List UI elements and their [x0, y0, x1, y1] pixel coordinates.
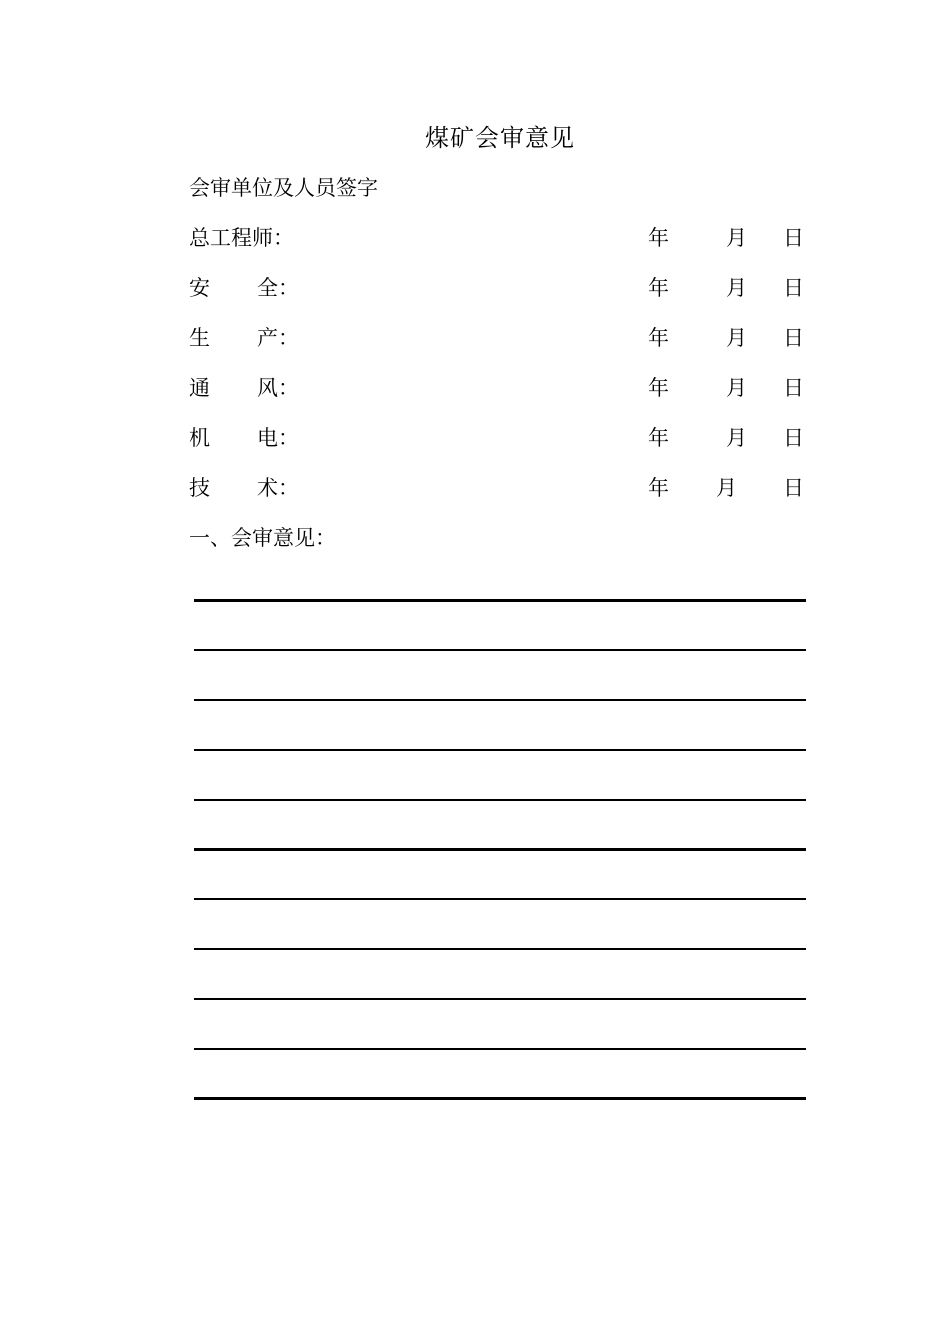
day-label: 日 — [783, 326, 804, 350]
opinion-line[interactable] — [194, 599, 806, 602]
day-label: 日 — [783, 476, 804, 500]
signatory-label-part2: 风： — [257, 376, 299, 400]
opinion-line[interactable] — [194, 1097, 806, 1100]
opinion-line[interactable] — [194, 649, 806, 651]
signatory-label-part2: 术： — [257, 476, 299, 500]
month-label: 月 — [726, 226, 747, 250]
opinion-line[interactable] — [194, 848, 806, 851]
signatory-label-part1: 生 — [189, 326, 210, 350]
opinion-heading: 一、会审意见： — [189, 526, 336, 550]
year-label: 年 — [648, 276, 669, 300]
signatories-heading: 会审单位及人员签字 — [189, 176, 378, 200]
day-label: 日 — [783, 376, 804, 400]
document-title: 煤矿会审意见 — [425, 124, 575, 152]
opinion-line[interactable] — [194, 1048, 806, 1050]
opinion-line[interactable] — [194, 799, 806, 801]
signature-row-ventilation[interactable] — [189, 372, 809, 402]
day-label: 日 — [783, 426, 804, 450]
opinion-line[interactable] — [194, 998, 806, 1000]
month-label: 月 — [726, 376, 747, 400]
day-label: 日 — [783, 226, 804, 250]
month-label: 月 — [726, 276, 747, 300]
year-label: 年 — [648, 326, 669, 350]
opinion-line[interactable] — [194, 898, 806, 900]
signatory-label-part1: 技 — [189, 476, 210, 500]
signature-row-electromechanical[interactable] — [189, 422, 809, 452]
opinion-line[interactable] — [194, 749, 806, 751]
opinion-line[interactable] — [194, 699, 806, 701]
year-label: 年 — [648, 376, 669, 400]
month-label: 月 — [726, 426, 747, 450]
signatory-label-part2: 电： — [257, 426, 299, 450]
signature-row-chief-engineer[interactable] — [189, 222, 809, 252]
year-label: 年 — [648, 426, 669, 450]
month-label: 月 — [726, 326, 747, 350]
opinion-line[interactable] — [194, 948, 806, 950]
signatory-label-part2: 产： — [257, 326, 299, 350]
signatory-label-part1: 安 — [189, 276, 210, 300]
day-label: 日 — [783, 276, 804, 300]
signatory-label-part2: 全： — [257, 276, 299, 300]
signature-row-safety[interactable] — [189, 272, 809, 302]
signature-row-technical[interactable] — [189, 472, 809, 502]
month-label: 月 — [716, 476, 737, 500]
signatory-label: 总工程师： — [189, 226, 294, 250]
signature-row-production[interactable] — [189, 322, 809, 352]
year-label: 年 — [648, 226, 669, 250]
year-label: 年 — [648, 476, 669, 500]
signatory-label-part1: 机 — [189, 426, 210, 450]
signatory-label-part1: 通 — [189, 376, 210, 400]
